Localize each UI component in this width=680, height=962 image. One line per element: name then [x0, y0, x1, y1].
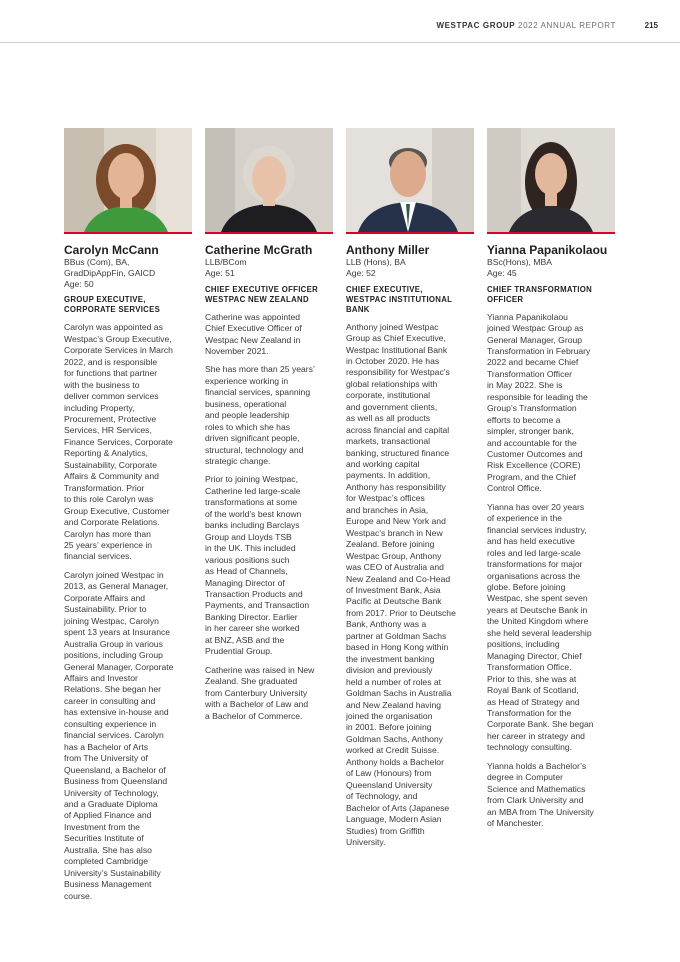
bio-paragraph: Anthony joined Westpac Group as Chief Executive, Westpac Institutional Bank in October 2020. He has responsibility for Westpac’s global relationships with corporate, institutional and government clients, as well as all products across financial and capital markets, transactional banking, structured finance and working capital payments. In addition, Anthony has responsibility for Westpac’s offices and branches in Asia, Europe and New York and Westpac’s branch in New Zealand. Before joining Westpac Group, Anthony was CEO of Australia and New Zealand and Co-Head of Investment Bank, Asia Pacific at Deutsche Bank from 2017. Prior to Deutsche Bank, Anthony was a partner at Goldman Sachs based in Hong Kong within the investment banking division and previously held a number of roles at Goldman Sachs in Australia and New Zealand having joined the organisation in 2001. Before joining Goldman Sachs, Anthony worked at Credit Suisse. Anthony holds a Bachelor of Law (Honours) from Queensland University of Technology, and Bachelor of Arts (Japanese Language, Modern Asian Studies) from Griffith University. [346, 321, 456, 847]
person-name: Catherine McGrath [205, 243, 313, 257]
portrait-photo [205, 128, 333, 234]
bio-paragraph: Prior to joining Westpac, Catherine led large-scale transformations at some of the world’s best known banks including Barclays Group and Lloyds TSB in the UK. This included various positions such as Head of Channels, Managing Director of Transaction Products and Payments, and Transaction Banking Director. Earlier in her career she worked at BNZ, ASB and the Prudential Group. [205, 474, 310, 657]
profile-catherine-mcgrath [205, 128, 335, 729]
portrait-photo [64, 128, 192, 234]
person-role: CHIEF EXECUTIVE, WESTPAC INSTITUTIONAL BANK [346, 284, 453, 314]
person-credentials: LLB (Hons), BA [346, 257, 406, 267]
report-title [436, 21, 616, 30]
person-age: Age: 51 [205, 267, 235, 278]
bio-paragraph: She has more than 25 years’ experience working in financial services, spanning business, operational and people leadership roles to which she has driven significant people, structural, technology and strategic change. [205, 364, 315, 467]
person-age: Age: 50 [64, 278, 94, 289]
person-bio [205, 312, 335, 722]
page-header [0, 0, 680, 43]
person-bio [487, 312, 617, 830]
bio-paragraph: Yianna has over 20 years of experience in the financial services industry, and has held executive roles and led large-scale transformations for major organisations across the globe. Before joining Westpac, she spent seven years at Deutsche Bank in the United Kingdom where she held several leadership positions, including Managing Director, Chief Transformation Office. Prior to this, she was at Royal Bank of Scotland, as Head of Strategy and Transformation for the Corporate Bank. She began her career in strategy and technology consulting. [487, 501, 594, 753]
person-bio [64, 322, 194, 902]
person-age: Age: 45 [487, 267, 517, 278]
profile-carolyn-mccann [64, 128, 194, 909]
person-role: CHIEF TRANSFORMATION OFFICER [487, 284, 593, 304]
bio-paragraph: Catherine was raised in New Zealand. She graduated from Canterbury University with a Bachelor of Law and a Bachelor of Commerce. [205, 664, 315, 721]
portrait-photo [346, 128, 474, 234]
page-number: 215 [644, 21, 658, 30]
person-bio [346, 322, 476, 849]
report-year-title: 2022 ANNUAL REPORT [518, 21, 616, 30]
bio-paragraph: Catherine was appointed Chief Executive Officer of Westpac New Zealand in November 2021. [205, 311, 302, 356]
bio-paragraph: Carolyn was appointed as Westpac’s Group Executive, Corporate Services in March 2022, and is responsible for functions that partner with the business to deliver common services including Property, Procurement, Protective Services, HR Services, Finance Services, Corporate Reporting & Analytics, Sustainability, Corporate Affairs & Community and Transformation. Prior to this role Carolyn was Group Executive, Customer and Corporate Relations. Carolyn has more than 25 years’ experience in financial services. [64, 322, 173, 562]
person-role: CHIEF EXECUTIVE OFFICER WESTPAC NEW ZEALAND [205, 284, 319, 304]
profile-yianna-papanikolaou [487, 128, 617, 837]
person-name: Carolyn McCann [64, 243, 159, 257]
person-age: Age: 52 [346, 267, 376, 278]
bio-paragraph: Carolyn joined Westpac in 2013, as General Manager, Corporate Affairs and Sustainability. Prior to joining Westpac, Carolyn spent 13 years at Insurance Australia Group in various positions, including Group General Manager, Corporate Affairs and Investor Relations. She began her career in consulting and has extensive in-house and consulting experience in financial services. Carolyn has a Bachelor of Arts from The University of Queensland, a Bachelor of Business from Queensland University of Technology, and a Graduate Diploma of Applied Finance and Investment from the Securities Institute of Australia. She has also completed Cambridge University’s Sustainability Business Management course. [64, 569, 174, 901]
portrait-photo [487, 128, 615, 234]
person-credentials: BBus (Com), BA, GradDipAppFin, GAICD [64, 257, 156, 278]
report-brand: WESTPAC GROUP [436, 21, 516, 30]
person-role: GROUP EXECUTIVE, CORPORATE SERVICES [64, 295, 161, 315]
person-credentials: LLB/BCom [205, 257, 247, 267]
person-name: Yianna Papanikolaou [487, 243, 608, 257]
person-credentials: BSc(Hons), MBA [487, 257, 552, 267]
person-name: Anthony Miller [346, 243, 430, 257]
profile-anthony-miller [346, 128, 476, 855]
bio-paragraph: Yianna Papanikolaou joined Westpac Group as General Manager, Group Transformation in February 2022 and became Chief Transformation Officer in May 2022. She is responsible for leading the Group’s Transformation efforts to become a simpler, stronger bank, and accountable for the Customer Outcomes and Risk Excellence (CORE) Program, and the Chief Control Office. [487, 311, 591, 494]
bio-paragraph: Yianna holds a Bachelor’s degree in Computer Science and Mathematics from Clark University and an MBA from The University of Manchester. [487, 760, 594, 829]
